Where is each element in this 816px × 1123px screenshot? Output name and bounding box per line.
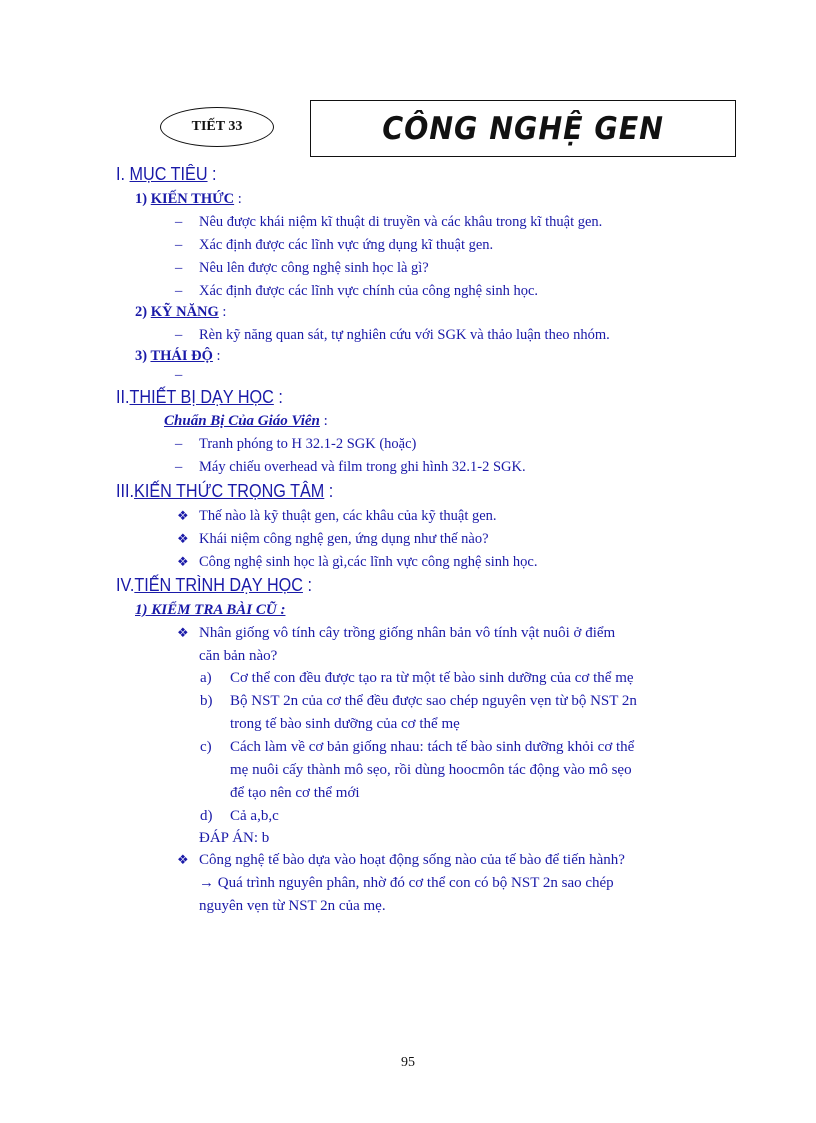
key-point-item: ❖ Thế nào là kỹ thuật gen, các khâu của kỹ thuật gen. xyxy=(199,505,497,527)
section-3-heading: III.KIẾN THỨC TRỌNG TÂM : xyxy=(116,481,334,501)
section-2-heading: II.THIẾT BỊ DẠY HỌC : xyxy=(116,387,283,407)
knowledge-item: – Xác định được các lĩnh vực chính của công nghệ sinh học. xyxy=(199,280,538,302)
bullet-diamond-icon: ❖ xyxy=(177,625,189,640)
question-1-line: căn bản nào? xyxy=(199,648,278,664)
bullet-diamond-icon: ❖ xyxy=(177,852,189,867)
skills-item: – Rèn kỹ năng quan sát, tự nghiên cứu với SGK và thảo luận theo nhóm. xyxy=(199,324,610,346)
lesson-number: TIẾT 33 xyxy=(191,119,243,134)
section-4-title: TIẾN TRÌNH DẠY HỌC xyxy=(134,575,303,595)
attitude-heading: 3) THÁI ĐỘ : xyxy=(135,348,221,364)
question-1-line: ❖ Nhân giống vô tính cây trồng giống nhân bản vô tính vật nuôi ở điểm xyxy=(199,622,615,644)
option-c-cont: mẹ nuôi cấy thành mô sẹo, rồi dùng hoocmôn tác động vào mô sẹo xyxy=(230,762,632,778)
key-point-item: ❖ Khái niệm công nghệ gen, ứng dụng như thế nào? xyxy=(199,528,489,550)
knowledge-item: – Xác định được các lĩnh vực ứng dụng kĩ thuật gen. xyxy=(199,234,493,256)
page-number: 95 xyxy=(401,1055,415,1070)
key-point-item: ❖ Công nghệ sinh học là gì,các lĩnh vực công nghệ sinh học. xyxy=(199,551,537,573)
section-2-title: THIẾT BỊ DẠY HỌC xyxy=(129,387,274,407)
skills-heading: 2) KỸ NĂNG : xyxy=(135,304,227,320)
question-2-line: ❖ Công nghệ tế bào dựa vào hoạt động sống nào của tế bào để tiến hành? xyxy=(199,849,625,871)
review-heading: 1) KIỂM TRA BÀI CŨ : xyxy=(135,602,286,618)
answer-2-line: nguyên vẹn từ NST 2n của mẹ. xyxy=(199,898,386,914)
option-c: c) Cách làm về cơ bản giống nhau: tách tế bào sinh dưỡng khỏi cơ thể xyxy=(200,739,635,755)
equipment-item: – Máy chiếu overhead và film trong ghi hình 32.1-2 SGK. xyxy=(199,456,526,478)
page-title: CÔNG NGHỆ GEN xyxy=(382,110,664,147)
option-b: b) Bộ NST 2n của cơ thể đều được sao chép nguyên vẹn từ bộ NST 2n xyxy=(200,693,637,709)
knowledge-item: – Nêu được khái niệm kĩ thuật di truyền và các khâu trong kĩ thuật gen. xyxy=(199,211,602,233)
teacher-prep-heading: Chuẩn Bị Của Giáo Viên : xyxy=(164,413,328,429)
option-b-cont: trong tế bào sinh dưỡng của cơ thể mẹ xyxy=(230,716,460,732)
knowledge-item: – Nêu lên được công nghệ sinh học là gì? xyxy=(199,257,429,279)
lesson-badge xyxy=(160,107,274,147)
option-a: a) Cơ thể con đều được tạo ra từ một tế bào sinh dưỡng của cơ thể mẹ xyxy=(200,670,634,686)
arrow-right-icon: → xyxy=(199,875,214,891)
section-3-title: KIẾN THỨC TRỌNG TÂM xyxy=(134,481,325,501)
answer-key: ĐÁP ÁN: b xyxy=(199,830,270,846)
title-box xyxy=(310,100,736,157)
bullet-diamond-icon: ❖ xyxy=(177,554,189,569)
section-1-title: MỤC TIÊU xyxy=(129,164,208,184)
option-c-cont: để tạo nên cơ thể mới xyxy=(230,785,360,801)
equipment-item: – Tranh phóng to H 32.1-2 SGK (hoặc) xyxy=(199,433,416,455)
option-d: d) Cả a,b,c xyxy=(200,808,279,824)
section-1-heading: I. MỤC TIÊU : xyxy=(116,164,217,184)
section-4-heading: IV.TIẾN TRÌNH DẠY HỌC : xyxy=(116,575,312,595)
bullet-diamond-icon: ❖ xyxy=(177,531,189,546)
bullet-diamond-icon: ❖ xyxy=(177,508,189,523)
answer-2-line: → Quá trình nguyên phân, nhờ đó cơ thể con có bộ NST 2n sao chép xyxy=(199,875,614,891)
knowledge-heading: 1) KIẾN THỨC : xyxy=(135,191,242,207)
